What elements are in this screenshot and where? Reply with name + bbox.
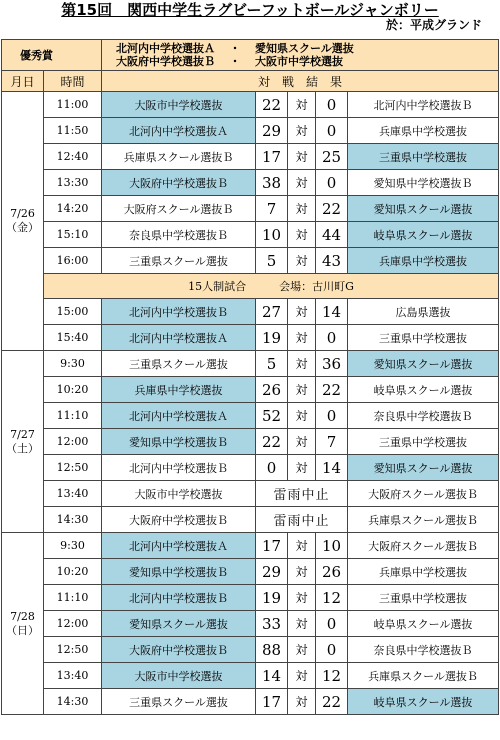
home-team: 大阪府中学校選抜Ｂ [102, 170, 256, 196]
vs-label: 対 [288, 248, 316, 274]
match-row [2, 689, 499, 715]
away-score: 0 [316, 118, 348, 144]
home-team: 大阪市中学校選抜 [102, 481, 256, 507]
match-row [2, 663, 499, 689]
match-row [2, 585, 499, 611]
vs-label: 対 [288, 170, 316, 196]
home-score: 17 [256, 144, 288, 170]
away-score: 43 [316, 248, 348, 274]
away-score: 22 [316, 196, 348, 222]
match-time: 13:40 [44, 481, 102, 507]
match-row [2, 611, 499, 637]
away-score: 0 [316, 611, 348, 637]
home-score: 7 [256, 196, 288, 222]
match-row [2, 299, 499, 325]
home-team: 北河内中学校選抜Ａ [102, 325, 256, 351]
home-score: 52 [256, 403, 288, 429]
match-time: 11:00 [44, 92, 102, 118]
away-score: 0 [316, 403, 348, 429]
results-table [1, 39, 499, 715]
vs-label: 対 [288, 455, 316, 481]
match-time: 12:40 [44, 144, 102, 170]
match-time: 11:50 [44, 118, 102, 144]
away-score: 0 [316, 637, 348, 663]
vs-label: 対 [288, 403, 316, 429]
home-score: 27 [256, 299, 288, 325]
home-team: 三重県スクール選抜 [102, 248, 256, 274]
award-label: 優秀賞 [2, 40, 102, 71]
match-time: 16:00 [44, 248, 102, 274]
page-title: 第15回 関西中学生ラグビーフットボールジャンボリー [61, 1, 439, 19]
home-team: 大阪市中学校選抜 [102, 663, 256, 689]
match-row [2, 481, 499, 507]
home-team: 北河内中学校選抜Ａ [102, 118, 256, 144]
award-team: 愛知県スクール選抜 [255, 42, 354, 55]
vs-label: 対 [288, 637, 316, 663]
match-date: 7/27 （土） [2, 351, 44, 533]
away-score: 7 [316, 429, 348, 455]
away-score: 10 [316, 533, 348, 559]
away-score: 0 [316, 170, 348, 196]
home-team: 愛知県中学校選抜Ｂ [102, 429, 256, 455]
home-score: 29 [256, 118, 288, 144]
match-time: 14:30 [44, 689, 102, 715]
away-team: 岐阜県スクール選抜 [348, 222, 499, 248]
home-team: 奈良県中学校選抜Ｂ [102, 222, 256, 248]
vs-label: 対 [288, 689, 316, 715]
away-team: 兵庫県スクール選抜Ｂ [348, 507, 499, 533]
vs-label: 対 [288, 377, 316, 403]
home-team: 北河内中学校選抜Ｂ [102, 299, 256, 325]
home-score: 22 [256, 92, 288, 118]
match-time: 11:10 [44, 403, 102, 429]
away-team: 三重県中学校選抜 [348, 144, 499, 170]
away-team: 北河内中学校選抜Ｂ [348, 92, 499, 118]
home-score: 29 [256, 559, 288, 585]
away-team: 三重県中学校選抜 [348, 325, 499, 351]
away-team: 大阪府スクール選抜Ｂ [348, 533, 499, 559]
vs-label: 対 [288, 585, 316, 611]
header-row [2, 71, 499, 92]
award-team: 北河内中学校選抜Ａ [116, 42, 215, 55]
match-row [2, 144, 499, 170]
match-row [2, 351, 499, 377]
away-score: 36 [316, 351, 348, 377]
home-score: 38 [256, 170, 288, 196]
away-team: 岐阜県スクール選抜 [348, 689, 499, 715]
header-date: 月日 [2, 71, 44, 92]
away-team: 愛知県スクール選抜 [348, 196, 499, 222]
home-score: 22 [256, 429, 288, 455]
award-separator: ・ [229, 42, 241, 55]
away-team: 愛知県スクール選抜 [348, 455, 499, 481]
vs-label: 対 [288, 299, 316, 325]
match-time: 9:30 [44, 533, 102, 559]
cancel-status: 雷雨中止 [256, 507, 348, 533]
award-row [2, 40, 499, 71]
match-row [2, 118, 499, 144]
home-team: 愛知県スクール選抜 [102, 611, 256, 637]
match-time: 10:20 [44, 559, 102, 585]
home-team: 愛知県中学校選抜Ｂ [102, 559, 256, 585]
award-line-1 [116, 42, 498, 55]
home-team: 兵庫県スクール選抜Ｂ [102, 144, 256, 170]
vs-label: 対 [288, 559, 316, 585]
home-team: 大阪府中学校選抜Ｂ [102, 507, 256, 533]
match-row [2, 429, 499, 455]
match-date: 7/28 （日） [2, 533, 44, 715]
away-score: 26 [316, 559, 348, 585]
away-team: 兵庫県中学校選抜 [348, 118, 499, 144]
venue-label: 於：平成グランド [385, 18, 482, 32]
match-row [2, 377, 499, 403]
match-row [2, 196, 499, 222]
match-row [2, 403, 499, 429]
home-score: 14 [256, 663, 288, 689]
award-team: 大阪市中学校選抜 [255, 55, 343, 68]
away-score: 25 [316, 144, 348, 170]
away-team: 奈良県中学校選抜Ｂ [348, 637, 499, 663]
vs-label: 対 [288, 92, 316, 118]
match-date: 7/26 （金） [2, 92, 44, 351]
away-team: 兵庫県スクール選抜Ｂ [348, 663, 499, 689]
away-team: 奈良県中学校選抜Ｂ [348, 403, 499, 429]
match-time: 12:00 [44, 611, 102, 637]
match-time: 9:30 [44, 351, 102, 377]
vs-label: 対 [288, 533, 316, 559]
away-score: 0 [316, 325, 348, 351]
home-team: 北河内中学校選抜Ｂ [102, 585, 256, 611]
cancel-status: 雷雨中止 [256, 481, 348, 507]
home-team: 北河内中学校選抜Ａ [102, 533, 256, 559]
match-time: 13:30 [44, 170, 102, 196]
away-team: 広島県選抜 [348, 299, 499, 325]
home-score: 19 [256, 585, 288, 611]
header-time: 時間 [44, 71, 102, 92]
away-team: 兵庫県中学校選抜 [348, 248, 499, 274]
away-team: 兵庫県中学校選抜 [348, 559, 499, 585]
home-score: 0 [256, 455, 288, 481]
vs-label: 対 [288, 351, 316, 377]
match-time: 13:40 [44, 663, 102, 689]
home-team: 大阪府中学校選抜Ｂ [102, 637, 256, 663]
header-result: 対 戦 結 果 [102, 71, 499, 92]
away-score: 12 [316, 663, 348, 689]
match-time: 12:50 [44, 637, 102, 663]
award-separator: ・ [229, 55, 241, 68]
home-team: 兵庫県中学校選抜 [102, 377, 256, 403]
home-team: 大阪府スクール選抜Ｂ [102, 196, 256, 222]
away-team: 愛知県スクール選抜 [348, 351, 499, 377]
award-team: 大阪府中学校選抜Ｂ [116, 55, 215, 68]
match-time: 15:00 [44, 299, 102, 325]
home-score: 17 [256, 689, 288, 715]
home-team: 三重県スクール選抜 [102, 351, 256, 377]
match-row [2, 248, 499, 274]
match-time: 11:10 [44, 585, 102, 611]
match-time: 14:30 [44, 507, 102, 533]
home-score: 17 [256, 533, 288, 559]
vs-label: 対 [288, 196, 316, 222]
match-time: 15:40 [44, 325, 102, 351]
vs-label: 対 [288, 663, 316, 689]
away-score: 14 [316, 299, 348, 325]
award-line-2 [116, 55, 498, 68]
vs-label: 対 [288, 429, 316, 455]
match-row [2, 222, 499, 248]
home-score: 26 [256, 377, 288, 403]
away-score: 22 [316, 689, 348, 715]
note-row [2, 274, 499, 299]
away-team: 三重県中学校選抜 [348, 585, 499, 611]
home-team: 三重県スクール選抜 [102, 689, 256, 715]
vs-label: 対 [288, 144, 316, 170]
away-team: 愛知県中学校選抜Ｂ [348, 170, 499, 196]
match-row [2, 637, 499, 663]
home-team: 北河内中学校選抜Ａ [102, 403, 256, 429]
match-time: 15:10 [44, 222, 102, 248]
home-score: 88 [256, 637, 288, 663]
away-score: 22 [316, 377, 348, 403]
match-row [2, 92, 499, 118]
match-row [2, 455, 499, 481]
vs-label: 対 [288, 611, 316, 637]
home-team: 北河内中学校選抜Ｂ [102, 455, 256, 481]
home-score: 5 [256, 351, 288, 377]
away-score: 0 [316, 92, 348, 118]
match-row [2, 559, 499, 585]
away-team: 岐阜県スクール選抜 [348, 611, 499, 637]
match-time: 10:20 [44, 377, 102, 403]
match-row [2, 170, 499, 196]
award-teams [102, 40, 499, 71]
home-score: 10 [256, 222, 288, 248]
away-team: 三重県中学校選抜 [348, 429, 499, 455]
match-row [2, 325, 499, 351]
match-row [2, 533, 499, 559]
vs-label: 対 [288, 118, 316, 144]
vs-label: 対 [288, 222, 316, 248]
note-label: 15人制試合 会場：古川町G [44, 274, 499, 299]
match-time: 14:20 [44, 196, 102, 222]
match-row [2, 507, 499, 533]
vs-label: 対 [288, 325, 316, 351]
match-time: 12:00 [44, 429, 102, 455]
home-score: 33 [256, 611, 288, 637]
away-team: 大阪府スクール選抜Ｂ [348, 481, 499, 507]
away-team: 岐阜県スクール選抜 [348, 377, 499, 403]
away-score: 44 [316, 222, 348, 248]
home-team: 大阪市中学校選抜 [102, 92, 256, 118]
home-score: 5 [256, 248, 288, 274]
away-score: 12 [316, 585, 348, 611]
away-score: 14 [316, 455, 348, 481]
match-time: 12:50 [44, 455, 102, 481]
home-score: 19 [256, 325, 288, 351]
